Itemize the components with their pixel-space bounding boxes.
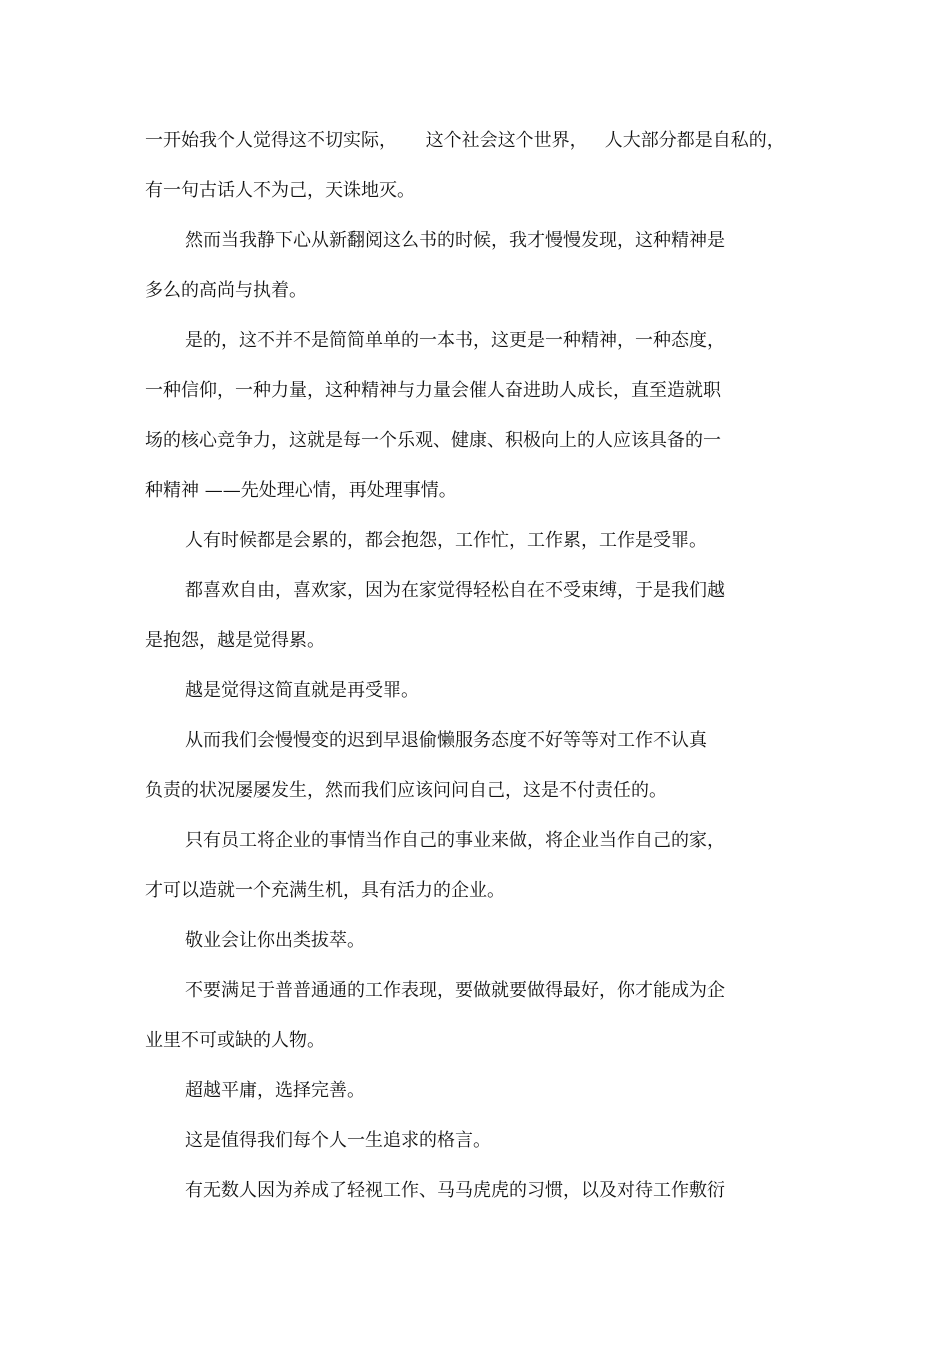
text-line: 种精神 ——先处理心情，再处理事情。 [145,480,457,501]
paragraph-first-line: 不要满足于普普通通的工作表现，要做就要做得最好，你才能成为企 [185,980,725,1001]
paragraph-first-line: 都喜欢自由，喜欢家，因为在家觉得轻松自在不受束缚，于是我们越 [185,580,725,601]
text-line: 才可以造就一个充满生机，具有活力的企业。 [145,880,505,901]
paragraph-first-line: 然而当我静下心从新翻阅这么书的时候，我才慢慢发现，这种精神是 [185,230,725,251]
paragraph-first-line: 超越平庸，选择完善。 [185,1080,365,1101]
text-line: 多么的高尚与执着。 [145,280,307,301]
text-line: 场的核心竞争力，这就是每一个乐观、健康、积极向上的人应该具备的一 [145,430,721,451]
text-line: 业里不可或缺的人物。 [145,1030,325,1051]
paragraph-first-line: 是的，这不并不是简简单单的一本书，这更是一种精神，一种态度， [185,330,725,351]
paragraph-first-line: 越是觉得这简直就是再受罪。 [185,680,419,701]
paragraph-first-line: 有无数人因为养成了轻视工作、马马虎虎的习惯，以及对待工作敷衍 [185,1180,725,1201]
text-line: 有一句古话人不为己，天诛地灭。 [145,180,415,201]
paragraph-first-line: 从而我们会慢慢变的迟到早退偷懒服务态度不好等等对工作不认真 [185,730,707,751]
text-line: 负责的状况屡屡发生，然而我们应该问问自己，这是不付责任的。 [145,780,667,801]
paragraph-first-line: 这是值得我们每个人一生追求的格言。 [185,1130,491,1151]
text-line: 一开始我个人觉得这不切实际， 这个社会这个世界， 人大部分都是自私的， [145,130,785,151]
paragraph-first-line: 人有时候都是会累的，都会抱怨，工作忙，工作累，工作是受罪。 [185,530,707,551]
paragraph-first-line: 敬业会让你出类拔萃。 [185,930,365,951]
paragraph-first-line: 只有员工将企业的事情当作自己的事业来做，将企业当作自己的家， [185,830,725,851]
text-line: 是抱怨，越是觉得累。 [145,630,325,651]
text-line: 一种信仰，一种力量，这种精神与力量会催人奋进助人成长，直至造就职 [145,380,721,401]
